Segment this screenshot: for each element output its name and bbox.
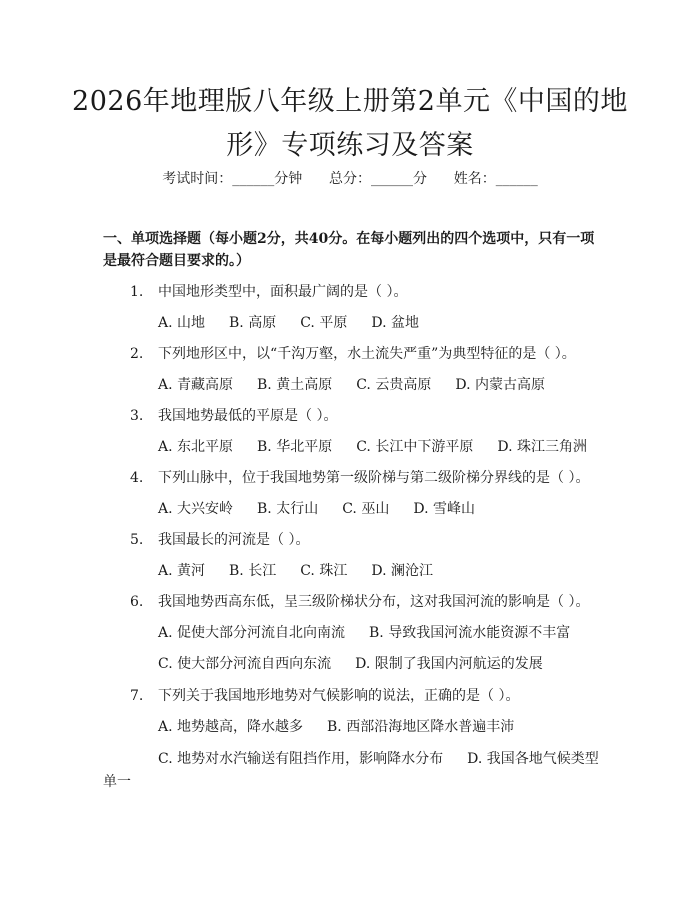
option: D. 澜沧江 — [371, 563, 433, 579]
option: A. 地势越高，降水越多 — [158, 719, 304, 735]
option-row — [158, 561, 433, 581]
question — [130, 592, 589, 612]
option: C. 长江中下游平原 — [356, 439, 474, 455]
option: C. 云贵高原 — [356, 377, 432, 393]
question — [130, 406, 337, 426]
option: D. 我国各地气候类型 — [467, 751, 599, 767]
option: A. 东北平原 — [158, 439, 234, 455]
document-title: 2026年地理版八年级上册第2单元《中国的地形》专项练习及答案 — [72, 86, 628, 161]
option: A. 山地 — [158, 315, 206, 331]
option: A. 大兴安岭 — [158, 501, 234, 517]
question-text: 我国地势最低的平原是（ ）。 — [158, 408, 338, 424]
option: A. 促使大部分河流自北向南流 — [158, 625, 346, 641]
exam-info-line: 考试时间：______分钟 总分：______分 姓名：______ — [162, 171, 538, 187]
option: D. 珠江三角洲 — [497, 439, 587, 455]
question-number: 5. — [130, 532, 144, 548]
option-row — [158, 437, 587, 457]
question — [130, 468, 589, 488]
question-text: 下列山脉中，位于我国地势第一级阶梯与第二级阶梯分界线的是（ ）。 — [158, 470, 590, 486]
option: B. 黄土高原 — [257, 377, 333, 393]
question-number: 2. — [130, 346, 144, 362]
section-heading: 一、单项选择题（每小题2分，共40分。在每小题列出的四个选项中，只有一项是最符合题目要求的。） — [103, 231, 595, 269]
question — [130, 344, 576, 364]
option: C. 使大部分河流自西向东流 — [158, 656, 332, 672]
question-number: 6. — [130, 594, 144, 610]
option-row — [158, 623, 570, 643]
option: A. 黄河 — [158, 563, 206, 579]
question-number: 7. — [130, 688, 144, 704]
option: D. 盆地 — [371, 315, 419, 331]
option: D. 雪峰山 — [413, 501, 475, 517]
question-text: 我国地势西高东低，呈三级阶梯状分布，这对我国河流的影响是（ ）。 — [158, 594, 590, 610]
option: C. 地势对水汽输送有阻挡作用，影响降水分布 — [158, 751, 444, 767]
question — [130, 530, 309, 550]
option-row — [158, 499, 475, 519]
question-text: 中国地形类型中，面积最广阔的是（ ）。 — [158, 284, 408, 300]
option-row — [158, 654, 543, 674]
question-text: 下列地形区中，以“千沟万壑，水土流失严重”为典型特征的是（ ）。 — [158, 346, 576, 362]
option-row — [158, 717, 514, 737]
option-row — [158, 375, 545, 395]
option: D. 内蒙古高原 — [455, 377, 545, 393]
option: D. 限制了我国内河航运的发展 — [355, 656, 543, 672]
option: B. 华北平原 — [257, 439, 333, 455]
option: B. 导致我国河流水能资源不丰富 — [369, 625, 571, 641]
option: B. 长江 — [229, 563, 277, 579]
option-continuation: 单一 — [103, 774, 131, 790]
option: B. 太行山 — [257, 501, 319, 517]
option-row — [158, 749, 599, 769]
question-number: 1. — [130, 284, 144, 300]
question-text: 我国最长的河流是（ ）。 — [158, 532, 310, 548]
option: A. 青藏高原 — [158, 377, 234, 393]
option: B. 西部沿海地区降水普遍丰沛 — [327, 719, 515, 735]
question — [130, 282, 407, 302]
question-text: 下列关于我国地形地势对气候影响的说法，正确的是（ ）。 — [158, 688, 520, 704]
question-number: 3. — [130, 408, 144, 424]
question — [130, 686, 519, 706]
option-row — [158, 313, 419, 333]
option: C. 平原 — [300, 315, 348, 331]
option: C. 珠江 — [300, 563, 348, 579]
question-number: 4. — [130, 470, 144, 486]
option: B. 高原 — [229, 315, 277, 331]
option: C. 巫山 — [342, 501, 390, 517]
